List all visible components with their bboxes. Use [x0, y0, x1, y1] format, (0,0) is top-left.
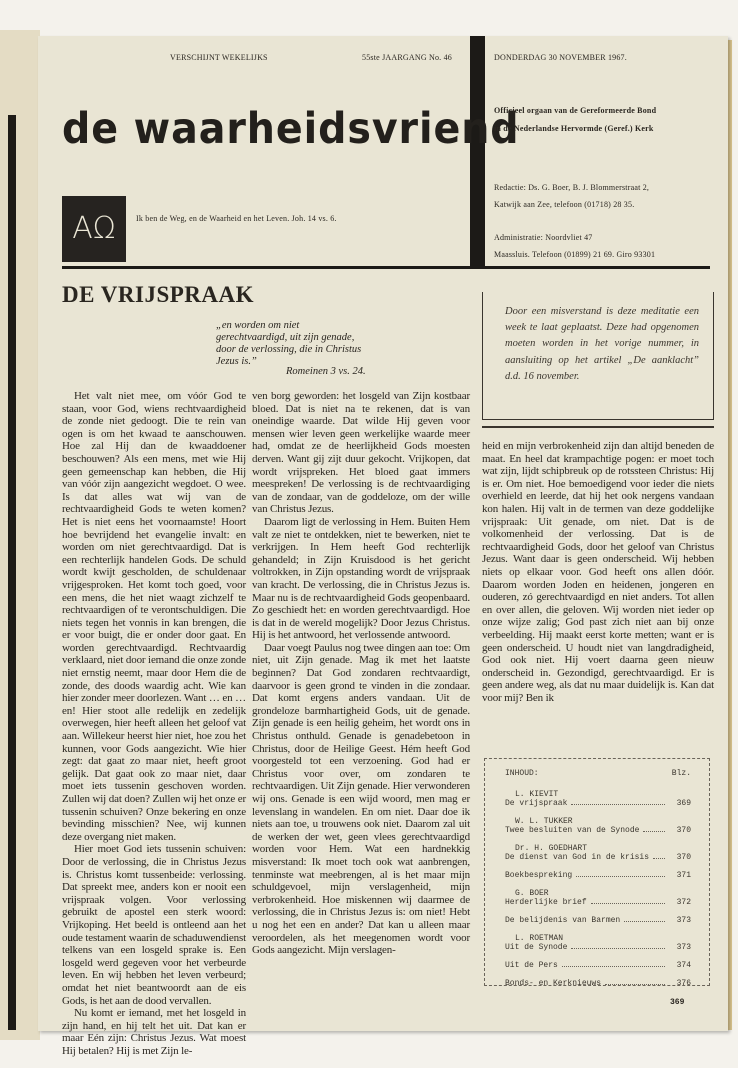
toc-page: 370 — [676, 826, 691, 835]
admin-line-2: Maassluis. Telefoon (01899) 21 69. Giro 93301 — [494, 250, 656, 259]
toc-author: Dr. H. GOEDHART — [515, 844, 588, 853]
toc-title: Twee besluiten van de Synode — [505, 826, 640, 835]
toc-entry[interactable] — [505, 871, 691, 880]
toc-entry[interactable] — [505, 934, 691, 952]
toc-page: 370 — [676, 853, 691, 862]
previous-page-bar — [8, 115, 16, 1030]
table-of-contents — [484, 758, 710, 986]
toc-title: Boekbespreking — [505, 871, 573, 880]
official-line-1: Officieel orgaan van de Gereformeerde Bond — [494, 106, 657, 115]
paragraph: heid en mijn verbrokenheid zijn dan altijd beneden de maat. En heel dat krampachtige pogen: er moet toch wat zijn, lijdt schipbreuk op de rotssteen Christus: Hij is er. Om niet. Hoe bemoedigend voor ieder die niets overhield en leerde, dat hij het ook nergens vandaan kon halen. Hij valt in de termen van deze goddelijke vrijspraak: Uit genade, om niet. Dat is de volkomenheid der verlossing. Dat is de rechtvaardigheid Gods, door het geloof van Christus Jezus. Want daar is geen onderscheid. Wij hebben niets op elkaar voor. God heeft ons allen dóór. Daarom worden Joden en heidenen, jongeren en ouderen, zó gerechtvaardigd en niet anders. Tot allen en over allen, die geloven. Wij worden niet ieder op onze wijze zalig; God past zich niet aan bij onze verbeelding. Hij maakt eerst korte metten; want er is geen onderscheid. U houdt niet van langdradigheid, God ook niet. Hij voert daarna geen nieuw onderscheid in. Gezondigd, gerechtvaardigd. Er is geen andere weg, als dat nu maar duidelijk is. Kan dat voor mij? Ben ik — [482, 440, 714, 704]
toc-page: 373 — [676, 943, 691, 952]
paragraph: ven borg geworden: het losgeld van Zijn kostbaar bloed. Dat is niet na te rekenen, dat is van oneindige waarde. Dat wilde Hij geven voor mensen wier leven geen werkelijke waarde meer had, omdat ze de heerlijkheid Gods moesten derven. Want gij zijt duur gekocht. Vrijkopen, dat wordt vrijspreken. Het bloed gaat immers meespreken! De verlossing is de rechtvaardiging van de zondaar, van de goddeloze, om der wille van Christus Jezus. — [252, 390, 470, 516]
notice-rule — [482, 426, 714, 428]
paragraph: Daar voegt Paulus nog twee dingen aan toe: Om niet, uit Zijn genade. Mag ik met het laatste beginnen? Dat God zondaren rechtvaardigt, daarvoor is geen grond te vinden in die zondaar. Dat komt ergens anders vandaan. Uit de grondeloze barmhartigheid Gods, uit de genade. Zijn genade is een heilig geheim, het wordt ons in Christus onthuld. Genade is genadebetoon in Christus, door de Heilige Geest. Hém heeft God voorgesteld tot een verzoening. God had er Christus voor over, om zondaren te rechtvaardigen. Uit Zijn genade. Hier verwonderen wij ons. Genade is een wijd woord, men mag er levenslang in wandelen. En om niet. Daar doe ik niets aan toe, u trouwens ook niet. Daarom zal uit de werken der wet, geen vlees gerechtvaardigd worden voor Hem. Wat een hardnekkig misverstand: Ik moet toch ook wat aanbrengen, tenminste wat meebrengen, al is het maar mijn schuldgevoel, mijn verslagenheid, mijn verbrokenheid. Hoe miskennen wij daarmee de verlossing, die in Christus Jezus is: om niet! Hebt u nog het een en ander? Dat kan u alleen maar veroordelen, als het meegenomen wordt voor Gods aangezicht. Mijn verslagen- — [252, 641, 470, 957]
toc-title: Uit de Pers — [505, 961, 558, 970]
issue-date: DONDERDAG 30 NOVEMBER 1967. — [494, 53, 627, 62]
toc-title: De belijdenis van Barmen — [505, 916, 621, 925]
alpha-omega-logo: AΩ — [62, 196, 126, 262]
paragraph: Het valt niet mee, om vóór God te staan, voor God, wiens rechtvaardigheid de zonde niet gedoogt. Die te rein van ogen is om het kwaad te aanschouwen. Hoe zal Hij dan de kwaaddoener beschouwen? Als een mens, met wie Hij geen gemeenschap kan hebben, die Hij van vóór zijn aangezicht wegdoet. O wee. Is dat alles wat wij van de rechtvaardigheid Gods te weten komen? Het is niet eens het voornaamste! Hoort hoe bevrijdend het evangelie invalt: en worden om niet gerechtvaardigd. Dat is een rechterlijk handelen Gods. De schuld wordt kwijt gescholden, de schuldenaar vrijgesproken. Het komt toch goed, voor een mens, die het niet waagt zichzelf te rechtvaardigen of te verontschuldigen. Die niets tegen het vonnis in kan brengen, die er voor buigt, die er onder door gaat. En worden gerechtvaardigd. Rechtvaardig verklaard, niet door iemand die onze zonde niet ernstig neemt, maar door Hem die de zonde, des doods waardig acht. Wie kan hier zonder meer doorlezen. Want … en … en! Hier stoot alle redelijk en zedelijk overwegen, hier heeft alleen het geloof vat aan. Willekeur heerst hier niet, hoe zou het kunnen, voor Gods aangezicht. Wie hier zegt: dat gaat zo maar niet, heeft groot gelijk. Dat gaat ook zo maar niet, daar moet iets tussenin geschoven worden. Zullen wij dat doen? Zullen wij het onze er tussenin schuiven? Onze bekering en onze bevinding misschien? Nee, wij kunnen deze overgang niet maken. — [62, 390, 246, 843]
toc-page: 374 — [676, 961, 691, 970]
toc-entry[interactable] — [505, 961, 691, 970]
editorial-notice: Door een misverstand is deze meditatie een week te laat geplaatst. Deze had opgenomen moeten worden in het vorige nummer, in aansluiting op het artikel „De aanklacht” d.d. 16 november. — [482, 292, 714, 420]
editorial-line-1: Redactie: Ds. G. Boer, B. J. Blommerstraat 2, — [494, 183, 650, 192]
epigraph: „en worden om niet gerechtvaardigd, uit zijn genade, door de verlossing, die in Christus Jezus is.” — [216, 320, 362, 367]
toc-heading: INHOUD: — [505, 769, 539, 778]
toc-leader — [605, 984, 665, 985]
article-title: DE VRIJSPRAAK — [62, 282, 255, 307]
masthead: de waarheidsvriend — [62, 104, 520, 154]
toc-page: 371 — [676, 871, 691, 880]
toc-leader — [624, 921, 665, 922]
toc-author: G. BOER — [515, 889, 549, 898]
toc-leader — [571, 804, 665, 805]
toc-page: 376 — [676, 979, 691, 988]
toc-page: 372 — [676, 898, 691, 907]
previous-page-edge — [0, 30, 40, 1040]
admin-line-1: Administratie: Noordvliet 47 — [494, 233, 593, 242]
toc-leader — [571, 948, 665, 949]
motto: Ik ben de Weg, en de Waarheid en het Leven. Joh. 14 vs. 6. — [136, 214, 337, 223]
article-column-2 — [252, 390, 470, 957]
toc-author: L. ROETMAN — [515, 934, 564, 943]
paragraph: Daarom ligt de verlossing in Hem. Buiten Hem valt ze niet te ontdekken, niet te bewerken, niet te verkrijgen. In Hem heeft God rechterlijk gehandeld; in Zijn Kruisdood is het gericht voltrokken, in Zijn opstanding wordt de vrijspraak van kracht. De verlossing, die in Christus Jezus is. Maar nu is de rechtvaardigheid Gods geopenbaard. Zo geschiedt het: en worden gerechtvaardigd. Hoe is dat in de wereld mogelijk? Door Jezus Christus. Hij is het antwoord, het verlossende antwoord. — [252, 515, 470, 642]
article-column-1 — [62, 390, 246, 1057]
toc-entry[interactable] — [505, 889, 691, 907]
toc-author: W. L. TUKKER — [515, 817, 573, 826]
newspaper-page — [38, 36, 728, 1057]
toc-leader — [643, 831, 665, 832]
toc-title: Bonds- en Kerknieuws — [505, 979, 602, 988]
toc-leader — [653, 858, 665, 859]
toc-author: L. KIEVIT — [515, 790, 559, 799]
toc-title: De dienst van God in de krisis — [505, 853, 650, 862]
volume-label: 55ste JAARGANG No. 46 — [362, 53, 452, 62]
article-column-3 — [482, 440, 714, 704]
toc-entry[interactable] — [505, 844, 691, 862]
toc-entry[interactable] — [505, 817, 691, 835]
editorial-line-2: Katwijk aan Zee, telefoon (01718) 28 35. — [494, 200, 635, 209]
toc-page-heading: Blz. — [671, 769, 691, 778]
page-number: 369 — [670, 998, 685, 1007]
paragraph: Nu komt er iemand, met het losgeld in zijn hand, en hij telt het uit. Dat kan er maar Eén zijn: Christus Jezus. Wat moest Hij betalen? Hij is met Zijn le- — [62, 1007, 246, 1057]
frequency-label: VERSCHIJNT WEKELIJKS — [170, 53, 268, 62]
toc-page: 369 — [676, 799, 691, 808]
toc-title: Uit de Synode — [505, 943, 568, 952]
toc-leader — [591, 903, 665, 904]
scripture-reference: Romeinen 3 vs. 24. — [286, 366, 366, 377]
toc-entry[interactable] — [505, 790, 691, 808]
toc-entry[interactable] — [505, 916, 691, 925]
official-line-2: in de Nederlandse Hervormde (Geref.) Kerk — [494, 124, 654, 133]
toc-leader — [562, 966, 665, 967]
toc-title: De vrijspraak — [505, 799, 568, 808]
header-rule — [62, 266, 710, 269]
toc-entry[interactable] — [505, 979, 691, 988]
toc-page: 373 — [676, 916, 691, 925]
toc-leader — [576, 876, 665, 877]
paragraph: Hier moet God iets tussenin schuiven: Door de verlossing, die in Christus Jezus is. Christus komt tussenbeide: verlossing. Dat spreekt mee, anders kon er nooit een vrijspraak volgen. Voor verlossing gebruikt de apostel een sterk woord: Vrijkoping. Het beeld is ontleend aan het oude testament waarin de schaduwendienst telkens van een losgeld sprake is. Een losgeld werd gegeven voor het verbeurde leven. En wij hebben het leven verbeurd; omdat het niet beantwoordt aan de eis Gods, is het aan de dood vervallen. — [62, 843, 246, 1007]
toc-title: Herderlijke brief — [505, 898, 587, 907]
